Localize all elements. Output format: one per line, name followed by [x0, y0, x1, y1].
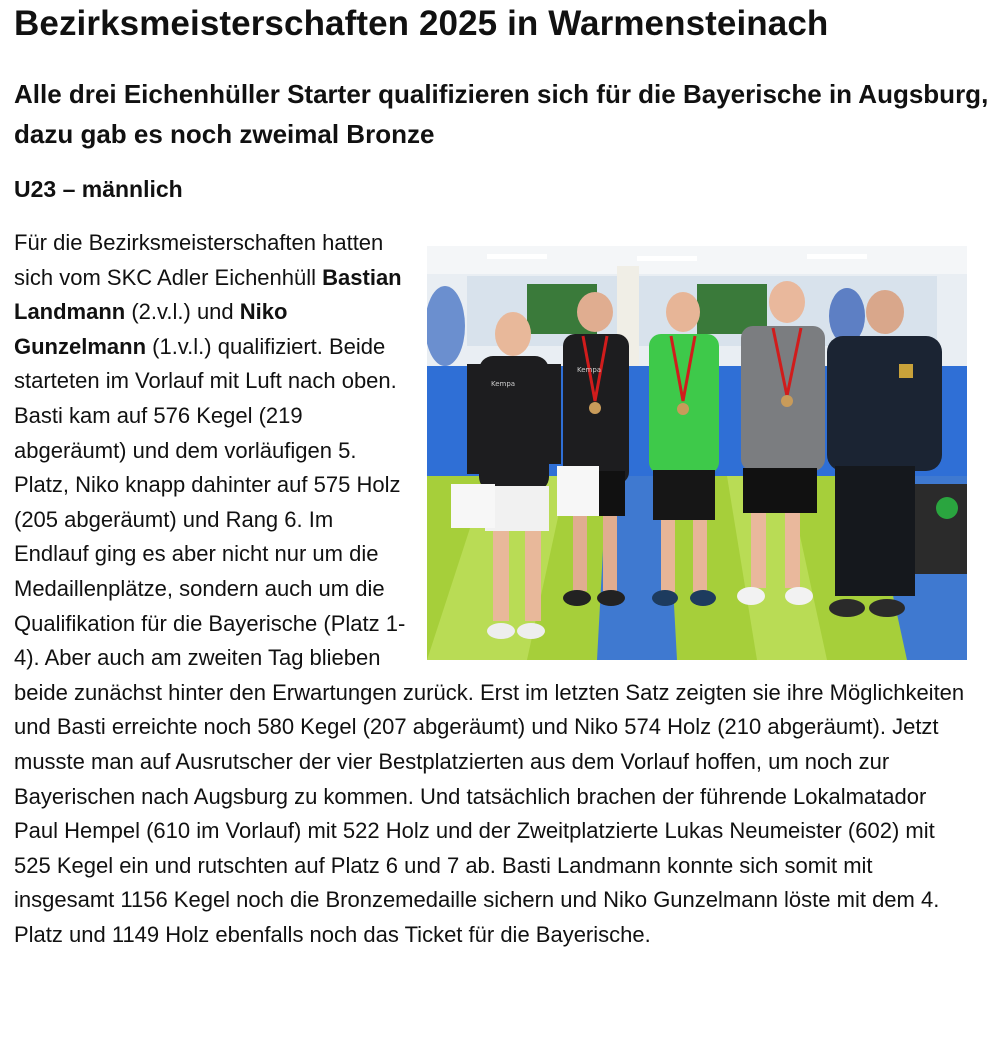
- article-text-part-2: (2.v.l.) und: [125, 299, 240, 325]
- page-title: Bezirksmeisterschaften 2025 in Warmensteinach: [14, 4, 829, 43]
- article-text: [14, 226, 974, 952]
- athlete-name-2: Niko Gunzelmann: [14, 299, 288, 359]
- article-subtitle: Alle drei Eichenhüller Starter qualifizieren sich für die Bayerische in Augsburg, dazu gab es noch zweimal Bronze: [14, 79, 989, 149]
- section-heading: U23 – männlich: [14, 176, 183, 202]
- athlete-name-1: Bastian Landmann: [14, 264, 402, 325]
- team-photo: [427, 246, 967, 660]
- jersey-logo-1: Kempa: [491, 380, 516, 388]
- jersey-logo-2: Kempa: [577, 366, 602, 374]
- article-text-part-3: (1.v.l.) qualifiziert. Beide starteten im Vorlauf mit Luft nach oben. Basti kam auf 576 Kegel (219 abgeräumt) und dem vorläufigen 5. Platz, Niko knapp dahinter auf 575 Holz (205 abgeräumt) und Rang 6. Im Endlauf ging es aber nicht nur um die Medaillenplätze, sondern auch um die Qualifikation für die Bayerische (Platz 1- 4). Aber auch am zweiten Tag blieben beide zunächst hinter den Erwartungen zurück. Erst im letzten Satz zeigten sie ihre Möglichkeiten und Basti erreichte noch 580 Kegel (207 abgeräumt) und Niko 574 Holz (210 abgeräumt). Jetzt musste man auf Ausrutscher der vier Bestplatzierten aus dem Vorlauf hoffen, um noch zur Bayerischen nach Augsburg zu kommen. Und tatsächlich brachen der führende Lokalmatador Paul Hempel (610 im Vorlauf) mit 522 Holz und der Zweitplatzierte Lukas Neumeister (602) mit 525 Kegel ein und rutschten auf Platz 6 und 7 ab. Basti Landmann konnte sich somit mit insgesamt 1156 Kegel noch die Bronzemedaille sichern und Niko Gunzelmann löste mit dem 4. Platz und 1149 Holz ebenfalls noch das Ticket für die Bayerische.: [14, 333, 965, 947]
- article-text-part-1: Für die Bezirksmeisterschaften hatten sich vom SKC Adler Eichenhüll: [14, 230, 384, 290]
